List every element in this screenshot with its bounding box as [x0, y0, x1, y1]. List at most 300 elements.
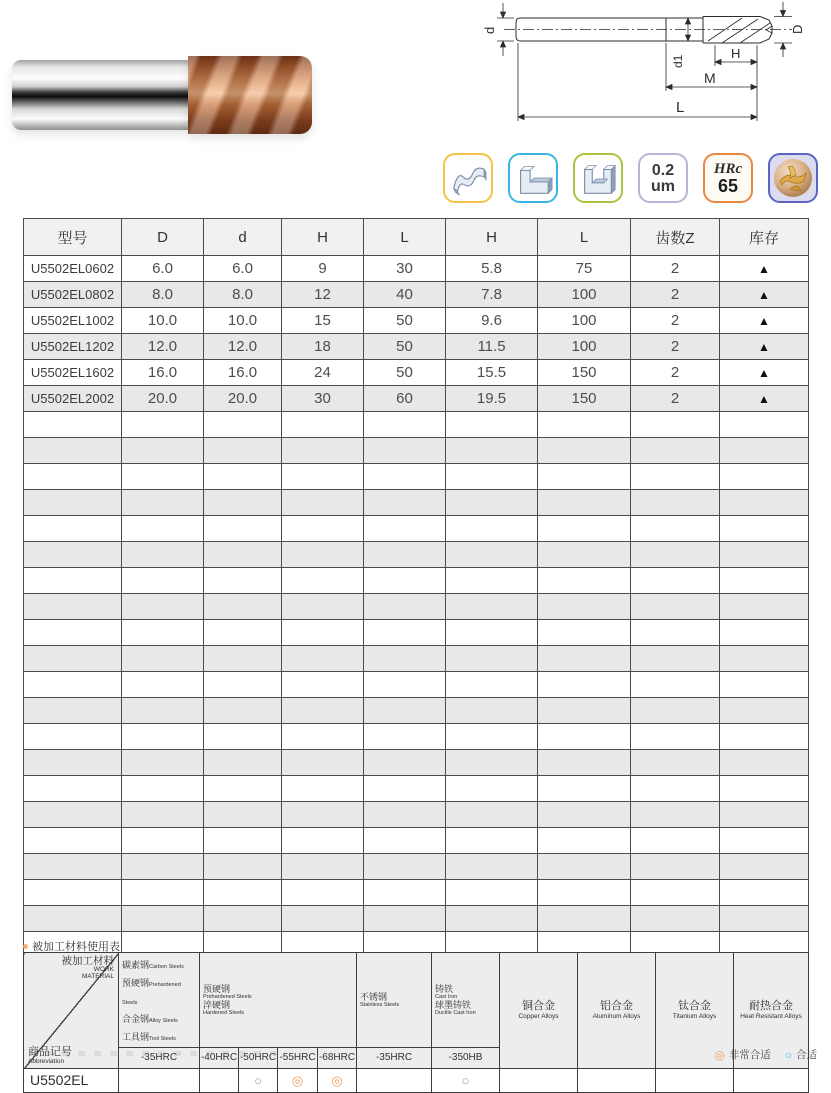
value-cell: 6.0 [122, 256, 204, 282]
empty-cell [446, 594, 538, 620]
empty-cell [24, 828, 122, 854]
tool-cn: 工具钢 [122, 1031, 150, 1042]
empty-cell [538, 854, 631, 880]
empty-cell [538, 906, 631, 932]
product-row [24, 308, 809, 334]
empty-cell [446, 620, 538, 646]
empty-cell [122, 412, 204, 438]
value-cell: 8.0 [204, 282, 282, 308]
empty-cell [364, 620, 446, 646]
empty-cell [446, 776, 538, 802]
empty-cell [364, 646, 446, 672]
empty-cell [538, 828, 631, 854]
empty-cell [538, 698, 631, 724]
value-cell: 2 [631, 308, 720, 334]
empty-cell [631, 750, 720, 776]
empty-cell [122, 750, 204, 776]
empty-cell [631, 620, 720, 646]
empty-cell [122, 516, 204, 542]
value-cell: 50 [364, 334, 446, 360]
value-cell: 15.5 [446, 360, 538, 386]
value-cell: 2 [631, 334, 720, 360]
empty-cell [720, 620, 809, 646]
value-cell: 20.0 [122, 386, 204, 412]
empty-cell [24, 568, 122, 594]
roughness-unit: um [651, 178, 675, 195]
main-table-body [24, 256, 809, 958]
empty-cell [446, 802, 538, 828]
empty-cell [538, 750, 631, 776]
empty-row [24, 594, 809, 620]
empty-cell [538, 542, 631, 568]
empty-cell [122, 594, 204, 620]
empty-cell [204, 542, 282, 568]
empty-cell [446, 542, 538, 568]
model-cell: U5502EL1202 [24, 334, 122, 360]
empty-row [24, 724, 809, 750]
copper-cn: 铜合金 [522, 1000, 555, 1013]
stock-cell: ▲ [720, 308, 809, 334]
empty-cell [122, 724, 204, 750]
empty-cell [631, 776, 720, 802]
empty-cell [204, 750, 282, 776]
shoulder-milling-icon [508, 153, 558, 203]
stainless-header [357, 953, 432, 1048]
empty-cell [538, 490, 631, 516]
value-cell: 100 [538, 334, 631, 360]
cast-iron-header [432, 953, 500, 1048]
empty-row [24, 750, 809, 776]
stock-cell: ▲ [720, 360, 809, 386]
empty-cell [538, 620, 631, 646]
col-header-L: L [364, 219, 446, 256]
empty-cell [24, 646, 122, 672]
mark-68hrc: ◎ [331, 1072, 343, 1088]
photo-shank [12, 60, 188, 130]
value-cell: 150 [538, 360, 631, 386]
empty-cell [24, 516, 122, 542]
empty-cell [24, 490, 122, 516]
value-cell: 50 [364, 360, 446, 386]
empty-cell [282, 568, 364, 594]
faint-print-artifact [30, 1051, 280, 1056]
coating-sphere [774, 159, 812, 197]
empty-cell [282, 828, 364, 854]
stock-cell: ▲ [720, 334, 809, 360]
empty-cell [631, 594, 720, 620]
legend-item-good [785, 1047, 817, 1062]
empty-cell [204, 698, 282, 724]
dim-label-D: D [790, 24, 805, 34]
empty-cell [282, 672, 364, 698]
empty-cell [446, 880, 538, 906]
empty-cell [720, 542, 809, 568]
empty-cell [720, 412, 809, 438]
prehardened2-en: Prehardened Steels [203, 993, 252, 1000]
dim-label-d1: d1 [671, 54, 685, 68]
titanium-cn: 钛合金 [678, 1000, 711, 1013]
empty-cell [631, 724, 720, 750]
empty-cell [446, 724, 538, 750]
empty-row [24, 620, 809, 646]
value-cell: 5.8 [446, 256, 538, 282]
empty-cell [204, 438, 282, 464]
dim-label-H: H [731, 46, 741, 61]
empty-cell [24, 776, 122, 802]
value-cell: 9.6 [446, 308, 538, 334]
empty-row [24, 490, 809, 516]
empty-cell [720, 880, 809, 906]
empty-cell [122, 802, 204, 828]
carbon-cn: 碳素钢 [122, 960, 150, 970]
empty-cell [282, 854, 364, 880]
slot-milling-icon [573, 153, 623, 203]
prehardened2-cn: 预硬钢 [203, 983, 231, 994]
empty-cell [204, 568, 282, 594]
value-cell: 19.5 [446, 386, 538, 412]
value-cell: 50 [364, 308, 446, 334]
product-row [24, 360, 809, 386]
empty-cell [122, 568, 204, 594]
empty-row [24, 698, 809, 724]
capability-icons [443, 153, 818, 203]
empty-cell [631, 438, 720, 464]
empty-cell [364, 412, 446, 438]
sub-68hrc: -68HRC [318, 1047, 357, 1068]
dim-label-M: M [704, 70, 716, 86]
empty-cell [720, 594, 809, 620]
empty-cell [204, 620, 282, 646]
empty-cell [631, 464, 720, 490]
material-title-text: 被加工材料使用表 [32, 941, 120, 953]
empty-cell [631, 412, 720, 438]
value-cell: 16.0 [204, 360, 282, 386]
empty-cell [204, 516, 282, 542]
empty-cell [24, 672, 122, 698]
work-material-cn: 被加工材料 [61, 955, 114, 967]
empty-cell [24, 620, 122, 646]
empty-cell [631, 672, 720, 698]
empty-cell [631, 568, 720, 594]
empty-cell [631, 802, 720, 828]
empty-cell [720, 724, 809, 750]
empty-row [24, 646, 809, 672]
material-table [23, 952, 809, 1093]
legend-best-label: 非常合适 [728, 1049, 771, 1061]
empty-cell [204, 776, 282, 802]
stock-cell: ▲ [720, 386, 809, 412]
empty-cell [631, 542, 720, 568]
empty-cell [364, 594, 446, 620]
sub-55hrc: -55HRC [278, 1047, 318, 1068]
empty-cell [446, 412, 538, 438]
technical-drawing [470, 0, 831, 132]
empty-cell [204, 464, 282, 490]
cast-iron-en: Cast Iron [435, 993, 458, 1000]
empty-cell [282, 646, 364, 672]
value-cell: 6.0 [204, 256, 282, 282]
empty-cell [24, 464, 122, 490]
empty-cell [204, 594, 282, 620]
empty-cell [538, 438, 631, 464]
empty-cell [204, 880, 282, 906]
empty-cell [122, 464, 204, 490]
carbon-steels-header [119, 953, 200, 1048]
sub-40hrc: -40HRC [200, 1047, 239, 1068]
col-header-H: H [282, 219, 364, 256]
value-cell: 150 [538, 386, 631, 412]
empty-cell [282, 906, 364, 932]
empty-cell [720, 516, 809, 542]
work-material-label [62, 956, 115, 981]
titanium-en: Titanium Alloys [672, 1012, 717, 1020]
empty-cell [538, 724, 631, 750]
empty-cell [24, 438, 122, 464]
hardened-cn: 淬硬钢 [203, 999, 231, 1010]
empty-cell [282, 542, 364, 568]
abbreviation-en: Abbreviation [28, 1057, 65, 1065]
abbreviation-label [28, 1047, 72, 1065]
sub-50hrc: -50HRC [239, 1047, 278, 1068]
empty-cell [538, 516, 631, 542]
empty-cell [364, 906, 446, 932]
empty-cell [446, 828, 538, 854]
empty-row [24, 854, 809, 880]
value-cell: 10.0 [122, 308, 204, 334]
roughness-value: 0.2 [651, 162, 675, 179]
empty-cell [631, 646, 720, 672]
empty-cell [364, 750, 446, 776]
empty-cell [631, 880, 720, 906]
empty-cell [204, 724, 282, 750]
hardness-value: 65 [717, 175, 739, 196]
empty-row [24, 672, 809, 698]
value-cell: 30 [364, 256, 446, 282]
empty-cell [446, 854, 538, 880]
value-cell: 100 [538, 282, 631, 308]
empty-cell [282, 802, 364, 828]
empty-cell [282, 880, 364, 906]
empty-cell [446, 438, 538, 464]
empty-cell [720, 672, 809, 698]
empty-cell [24, 854, 122, 880]
empty-cell [122, 854, 204, 880]
empty-cell [24, 724, 122, 750]
empty-cell [24, 412, 122, 438]
value-cell: 15 [282, 308, 364, 334]
empty-cell [204, 906, 282, 932]
empty-row [24, 464, 809, 490]
sub-35hrc: -35HRC [119, 1047, 200, 1068]
product-row [24, 256, 809, 282]
empty-cell [204, 854, 282, 880]
empty-cell [122, 620, 204, 646]
empty-cell [720, 854, 809, 880]
sub-350hb: -350HB [432, 1047, 500, 1068]
empty-cell [720, 464, 809, 490]
empty-cell [122, 828, 204, 854]
value-cell: 100 [538, 308, 631, 334]
col-header-H2: H [446, 219, 538, 256]
value-cell: 40 [364, 282, 446, 308]
value-cell: 30 [282, 386, 364, 412]
empty-cell [204, 412, 282, 438]
value-cell: 9 [282, 256, 364, 282]
empty-cell [282, 490, 364, 516]
empty-cell [122, 880, 204, 906]
value-cell: 16.0 [122, 360, 204, 386]
empty-cell [24, 802, 122, 828]
hardened-en: Hardened Steels [203, 1009, 244, 1016]
empty-cell [446, 698, 538, 724]
empty-cell [122, 646, 204, 672]
value-cell: 8.0 [122, 282, 204, 308]
empty-cell [122, 776, 204, 802]
col-header-model: 型号 [24, 219, 122, 256]
empty-cell [364, 568, 446, 594]
model-cell: U5502EL2002 [24, 386, 122, 412]
empty-cell [282, 438, 364, 464]
col-header-stock: 库存 [720, 219, 809, 256]
product-photo [12, 56, 312, 134]
empty-cell [282, 412, 364, 438]
double-circle-icon: ◎ [714, 1047, 725, 1062]
dimension-table [23, 218, 809, 958]
copper-header [500, 953, 578, 1069]
empty-cell [538, 594, 631, 620]
empty-cell [446, 516, 538, 542]
empty-cell [364, 698, 446, 724]
empty-cell [364, 542, 446, 568]
empty-cell [364, 516, 446, 542]
empty-cell [282, 516, 364, 542]
empty-cell [538, 412, 631, 438]
mark-cast-iron: ○ [461, 1072, 470, 1088]
empty-cell [720, 802, 809, 828]
prehardened-en: Prehardened Steels [122, 981, 181, 1006]
empty-cell [720, 906, 809, 932]
empty-cell [282, 464, 364, 490]
empty-cell [720, 750, 809, 776]
value-cell: 18 [282, 334, 364, 360]
stock-cell: ▲ [720, 282, 809, 308]
empty-cell [364, 802, 446, 828]
value-cell: 11.5 [446, 334, 538, 360]
empty-cell [631, 854, 720, 880]
aluminum-en: Aluminum Alloys [592, 1012, 641, 1020]
value-cell: 2 [631, 282, 720, 308]
value-cell: 24 [282, 360, 364, 386]
prehardened-cn: 预硬钢 [122, 977, 150, 988]
empty-row [24, 776, 809, 802]
empty-cell [282, 750, 364, 776]
circle-icon: ○ [784, 1047, 792, 1062]
empty-row [24, 828, 809, 854]
stainless-cn: 不锈钢 [360, 991, 388, 1002]
value-cell: 7.8 [446, 282, 538, 308]
product-row [24, 334, 809, 360]
empty-cell [631, 828, 720, 854]
empty-cell [24, 906, 122, 932]
carbon-en: Carbon Steels [149, 964, 184, 970]
empty-cell [364, 880, 446, 906]
product-row [24, 386, 809, 412]
mark-55hrc: ◎ [291, 1072, 304, 1088]
empty-cell [122, 438, 204, 464]
empty-cell [122, 490, 204, 516]
empty-cell [720, 438, 809, 464]
empty-row [24, 516, 809, 542]
empty-cell [446, 464, 538, 490]
heat-resistant-en: Heat Resistant Alloys [740, 1012, 802, 1020]
stainless-en: Stainless Steels [360, 1001, 400, 1008]
empty-row [24, 880, 809, 906]
empty-row [24, 438, 809, 464]
empty-cell [282, 698, 364, 724]
col-header-L2: L [538, 219, 631, 256]
col-header-teeth: 齿数Z [631, 219, 720, 256]
empty-cell [538, 464, 631, 490]
empty-row [24, 802, 809, 828]
alloy-en: Alloy Steels [149, 1017, 178, 1024]
empty-cell [538, 672, 631, 698]
empty-cell [282, 776, 364, 802]
value-cell: 60 [364, 386, 446, 412]
empty-cell [364, 438, 446, 464]
model-cell: U5502EL0802 [24, 282, 122, 308]
empty-cell [24, 880, 122, 906]
header-row [24, 219, 809, 256]
model-cell: U5502EL0602 [24, 256, 122, 282]
cast-iron-cn: 铸铁 [435, 983, 454, 994]
empty-cell [122, 672, 204, 698]
value-cell: 12 [282, 282, 364, 308]
empty-cell [364, 828, 446, 854]
empty-cell [538, 802, 631, 828]
empty-cell [720, 490, 809, 516]
empty-cell [364, 672, 446, 698]
empty-cell [720, 568, 809, 594]
aluminum-header [578, 953, 656, 1069]
empty-cell [24, 750, 122, 776]
value-cell: 12.0 [122, 334, 204, 360]
empty-cell [538, 646, 631, 672]
empty-cell [24, 542, 122, 568]
empty-cell [446, 490, 538, 516]
dim-label-L: L [676, 99, 685, 116]
ductile-cn: 球墨铸铁 [435, 999, 472, 1010]
value-cell: 10.0 [204, 308, 282, 334]
dim-label-d: d [482, 26, 497, 34]
tool-en: Tool Steels [149, 1035, 176, 1042]
legend-item-best [714, 1047, 770, 1062]
empty-cell [24, 594, 122, 620]
empty-cell [631, 906, 720, 932]
coating-icon [768, 153, 818, 203]
value-cell: 2 [631, 256, 720, 282]
legend-good-label: 合适 [796, 1049, 817, 1061]
empty-cell [122, 698, 204, 724]
stock-cell: ▲ [720, 256, 809, 282]
abbreviation-cn: 商品记号 [28, 1046, 72, 1059]
empty-row [24, 906, 809, 932]
empty-cell [122, 906, 204, 932]
empty-cell [364, 724, 446, 750]
empty-row [24, 412, 809, 438]
empty-cell [204, 490, 282, 516]
value-cell: 75 [538, 256, 631, 282]
model-cell: U5502EL1602 [24, 360, 122, 386]
